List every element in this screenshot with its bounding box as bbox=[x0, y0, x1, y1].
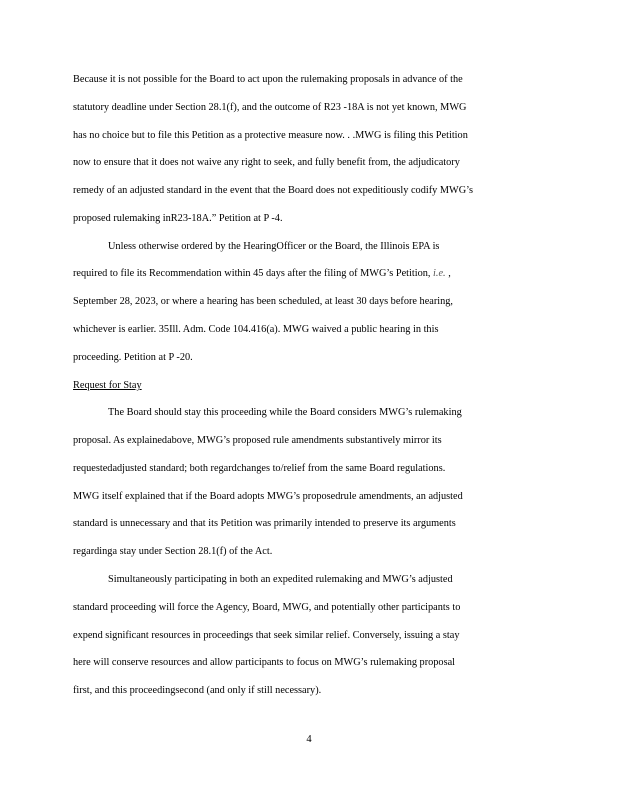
text-line: Simultaneously participating in both an expedited rulemaking and MWG’s adjusted bbox=[108, 574, 453, 585]
text-line: MWG itself explained that if the Board adopts MWG’s proposedrule amendments, an adjusted bbox=[73, 491, 463, 502]
text-line: standard is unnecessary and that its Petition was primarily intended to preserve its arguments bbox=[73, 518, 456, 529]
text-line: proceeding. Petition at P -20. bbox=[73, 352, 193, 363]
text-line: now to ensure that it does not waive any right to seek, and fully benefit from, the adjudicatory bbox=[73, 157, 460, 168]
text-line: has no choice but to file this Petition as a protective measure now. . .MWG is filing this Petition bbox=[73, 130, 468, 141]
text-line: expend significant resources in proceedings that seek similar relief. Conversely, issuing a stay bbox=[73, 630, 460, 641]
text-line: first, and this proceedingsecond (and only if still necessary). bbox=[73, 685, 322, 696]
text-line: remedy of an adjusted standard in the event that the Board does not expeditiously codify MWG’s bbox=[73, 185, 474, 196]
text-line: standard proceeding will force the Agency, Board, MWG, and potentially other participants to bbox=[73, 602, 461, 613]
text-line: proposed rulemaking inR23-18A.” Petition at P -4. bbox=[73, 213, 283, 224]
text-run: required to file its Recommendation within 45 days after the filing of MWG’s Petition, bbox=[73, 268, 434, 279]
text-line: Unless otherwise ordered by the HearingOfficer or the Board, the Illinois EPA is bbox=[108, 241, 440, 252]
italic-abbreviation: i.e. bbox=[433, 268, 446, 279]
text-line: whichever is earlier. 35Ill. Adm. Code 104.416(a). MWG waived a public hearing in this bbox=[73, 324, 439, 335]
section-heading: Request for Stay bbox=[73, 380, 142, 391]
text-line: The Board should stay this proceeding while the Board considers MWG’s rulemaking bbox=[108, 407, 462, 418]
text-line: statutory deadline under Section 28.1(f), and the outcome of R23 -18A is not yet known, MWG bbox=[73, 102, 467, 113]
text-run: , bbox=[445, 268, 451, 279]
text-line: requestedadjusted standard; both regardchanges to/relief from the same Board regulations. bbox=[73, 463, 446, 474]
page-number: 4 bbox=[306, 734, 312, 745]
text-line: regardinga stay under Section 28.1(f) of the Act. bbox=[73, 546, 273, 557]
text-line: proposal. As explainedabove, MWG’s proposed rule amendments substantively mirror its bbox=[73, 435, 442, 446]
text-line: Because it is not possible for the Board to act upon the rulemaking proposals in advance of the bbox=[73, 74, 463, 85]
text-line: September 28, 2023, or where a hearing has been scheduled, at least 30 days before hearing, bbox=[73, 296, 453, 307]
text-line: here will conserve resources and allow participants to focus on MWG’s rulemaking proposal bbox=[73, 657, 456, 668]
text-line bbox=[73, 269, 451, 279]
